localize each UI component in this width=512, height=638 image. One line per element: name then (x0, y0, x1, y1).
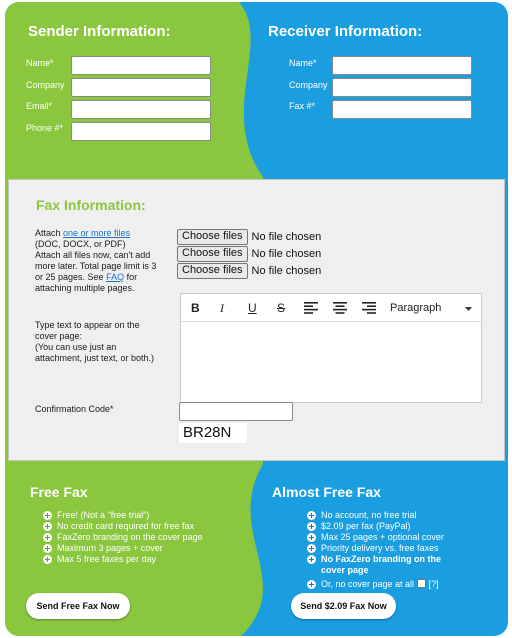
paid-fax-title: Almost Free Fax (272, 484, 381, 500)
fax-form-frame (5, 2, 508, 636)
paid-fax-features (307, 510, 444, 590)
feature-text: FaxZero branding on the cover page (57, 532, 203, 542)
plus-circle-icon (43, 544, 52, 553)
help-link[interactable]: [?] (428, 579, 439, 589)
plus-circle-icon (43, 511, 52, 520)
feature-text: Or, no cover page at all (321, 579, 415, 589)
plus-circle-icon (307, 544, 316, 553)
file-chooser-3 (177, 263, 321, 279)
receiver-name-label: Name* (289, 58, 317, 68)
align-center-icon[interactable] (333, 302, 347, 314)
sender-email-input[interactable] (71, 100, 211, 119)
receiver-fax-label: Fax #* (289, 101, 316, 111)
free-fax-features (43, 510, 203, 565)
cover-page-label (35, 320, 180, 364)
list-item (43, 532, 203, 543)
attach-types: (DOC, DOCX, or PDF) (35, 239, 126, 249)
sender-phone-label: Phone #* (26, 123, 64, 133)
file-status-3: No file chosen (251, 265, 322, 277)
plus-circle-icon (307, 555, 316, 564)
cover-page-editor (180, 293, 482, 403)
receiver-name-input[interactable] (332, 56, 472, 75)
faq-link[interactable]: FAQ (106, 272, 125, 282)
list-item (307, 532, 444, 543)
plus-circle-icon (43, 533, 52, 542)
choose-files-button-3[interactable]: Choose files (177, 263, 248, 279)
sender-email-label: Email* (26, 101, 53, 111)
underline-button[interactable]: U (248, 301, 257, 315)
send-free-fax-button[interactable]: Send Free Fax Now (26, 593, 130, 619)
list-item (43, 510, 203, 521)
no-cover-page-checkbox[interactable] (417, 579, 426, 588)
receiver-company-input[interactable] (332, 78, 472, 97)
feature-text: Max 5 free faxes per day (57, 554, 157, 564)
sender-title: Sender Information: (28, 23, 171, 40)
plus-circle-icon (43, 555, 52, 564)
file-chooser-2 (177, 246, 321, 262)
one-or-more-files-link[interactable]: one or more files (63, 228, 131, 238)
attach-instructions (35, 228, 175, 294)
cover-label-line-1: Type text to appear on the (35, 320, 140, 330)
feature-text: Max 25 pages + optional cover (321, 532, 444, 542)
feature-text: No account, no free trial (321, 510, 417, 520)
feature-text: $2.09 per fax (PayPal) (321, 521, 411, 531)
sender-phone-input[interactable] (71, 122, 211, 141)
plus-circle-icon (307, 533, 316, 542)
fax-information-panel (8, 179, 505, 461)
free-fax-title: Free Fax (30, 484, 88, 500)
list-item (43, 521, 203, 532)
attach-line-4-prefix: or 25 pages. See (35, 272, 107, 282)
paragraph-format-select[interactable]: Paragraph (390, 302, 442, 314)
attach-line-4-suffix: for (124, 272, 138, 282)
feature-text-continuation: cover page (321, 565, 369, 575)
receiver-title: Receiver Information: (268, 23, 423, 40)
feature-text: Priority delivery vs. free faxes (321, 543, 439, 553)
fax-info-title: Fax Information: (36, 197, 146, 213)
feature-text: No FaxZero branding on the (321, 554, 442, 564)
file-chooser-1 (177, 229, 321, 245)
choose-files-button-1[interactable]: Choose files (177, 229, 248, 245)
bold-button[interactable]: B (191, 301, 200, 315)
captcha-image: BR28N (179, 423, 247, 443)
confirmation-code-label: Confirmation Code* (35, 404, 114, 414)
file-status-2: No file chosen (251, 248, 322, 260)
cover-label-line-2: cover page: (35, 331, 83, 341)
list-item (307, 579, 444, 590)
cover-label-line-3: (You can use just an (35, 342, 117, 352)
file-status-1: No file chosen (251, 231, 322, 243)
list-item (307, 543, 444, 554)
chevron-down-icon[interactable] (465, 307, 472, 311)
align-right-icon[interactable] (362, 302, 376, 314)
plus-circle-icon (307, 511, 316, 520)
list-item (307, 510, 444, 521)
plus-circle-icon (43, 522, 52, 531)
receiver-fax-input[interactable] (332, 100, 472, 119)
sender-name-input[interactable] (71, 56, 211, 75)
attach-line-2: Attach all files now, can't add (35, 250, 151, 260)
feature-text: No credit card required for free fax (57, 521, 195, 531)
sender-company-input[interactable] (71, 78, 211, 97)
list-item (43, 543, 203, 554)
align-left-icon[interactable] (304, 302, 318, 314)
choose-files-button-2[interactable]: Choose files (177, 246, 248, 262)
sender-name-label: Name* (26, 58, 54, 68)
confirmation-code-input[interactable] (179, 402, 293, 421)
feature-text: Maximum 3 pages + cover (57, 543, 163, 553)
receiver-company-label: Company (289, 80, 328, 90)
list-item (307, 521, 444, 532)
attach-line-5: attaching multiple pages. (35, 283, 135, 293)
send-paid-fax-button[interactable]: Send $2.09 Fax Now (291, 593, 396, 619)
attach-line-3: more later. Total page limit is 3 (35, 261, 157, 271)
list-item (307, 554, 444, 576)
list-item (43, 554, 203, 565)
sender-company-label: Company (26, 80, 65, 90)
cover-text-area[interactable] (181, 323, 481, 403)
plus-circle-icon (307, 580, 316, 589)
plus-circle-icon (307, 522, 316, 531)
cover-label-line-4: attachment, just text, or both.) (35, 353, 155, 363)
strikethrough-button[interactable]: S (277, 301, 286, 315)
editor-toolbar (181, 294, 481, 322)
attach-prefix: Attach (35, 228, 64, 238)
italic-button[interactable]: I (220, 301, 224, 315)
feature-text: Free! (Not a "free trial") (57, 510, 150, 520)
